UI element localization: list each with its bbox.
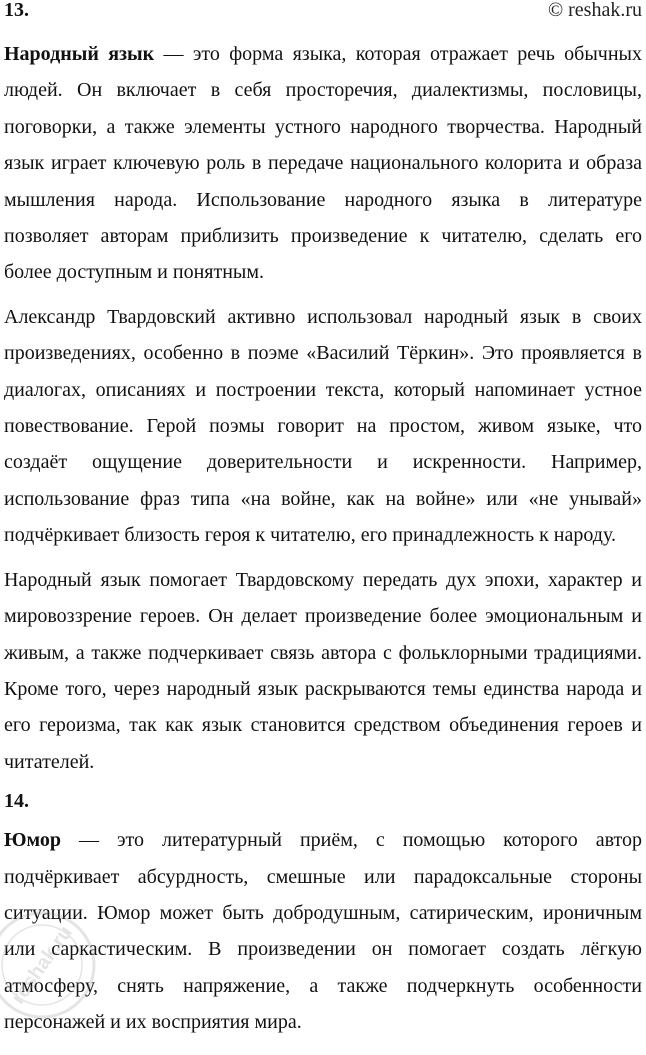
term-narodny-yazyk: Народный язык — [4, 43, 155, 65]
svg-text:reshak.ru: reshak.ru — [7, 921, 77, 1009]
paragraph-13-3: Народный язык помогает Твардовскому передать дух эпохи, характер и мировоззрение героев. Он делает произведение более эмоциональным и живым, а также подчеркивает связь автора с фольклорными традициями. Кроме того, через народный язык раскрываются темы единства народа и его героизма, так как язык становится средством объединения героев и читателей. — [4, 568, 642, 773]
paragraph-13-1-text: — это форма языка, которая отражает речь обычных людей. Он включает в себя просторечия, диалектизмы, пословицы, поговорки, а также элементы устного народного творчества. Народный язык играет ключевую роль в передаче национального колорита и образа мышления народа. Использование народного языка в литературе позволяет авторам приблизить произведение к читателю, сделать его более доступным и понятным. — [4, 43, 642, 284]
paragraph-13-1 — [4, 36, 642, 291]
paragraph-14-1 — [4, 822, 642, 1040]
page-header — [4, 0, 642, 26]
paragraph-13-2: Александр Твардовский активно использовал народный язык в своих произведениях, особенно в поэме «Василий Тёркин». Это проявляется в диалогах, описаниях и построении текста, который напоминает устное повествование. Герой поэмы говорит на простом, живом языке, что создаёт ощущение доверительности и искренности. Например, использование фраз типа «на войне, как на войне» или «не унывай» подчёркивает близость героя к читателю, его принадлежность к народу. — [4, 305, 642, 547]
paragraph-14-1-text: — это литературный приём, с помощью которого автор подчёркивает абсурдность, смешные или парадоксальные стороны ситуации. Юмор может быть добродушным, сатирическим, ироничным или саркастическим. В произведении он помогает создать лёгкую атмосферу, снять напряжение, а также подчеркнуть особенности персонажей и их восприятия мира. — [4, 829, 642, 1034]
source-label: © reshak.ru — [547, 0, 642, 21]
task-number-14: 14. — [4, 790, 29, 813]
task-number: 13. — [4, 0, 29, 21]
document-body — [4, 36, 642, 1049]
term-yumor: Юмор — [4, 829, 62, 852]
